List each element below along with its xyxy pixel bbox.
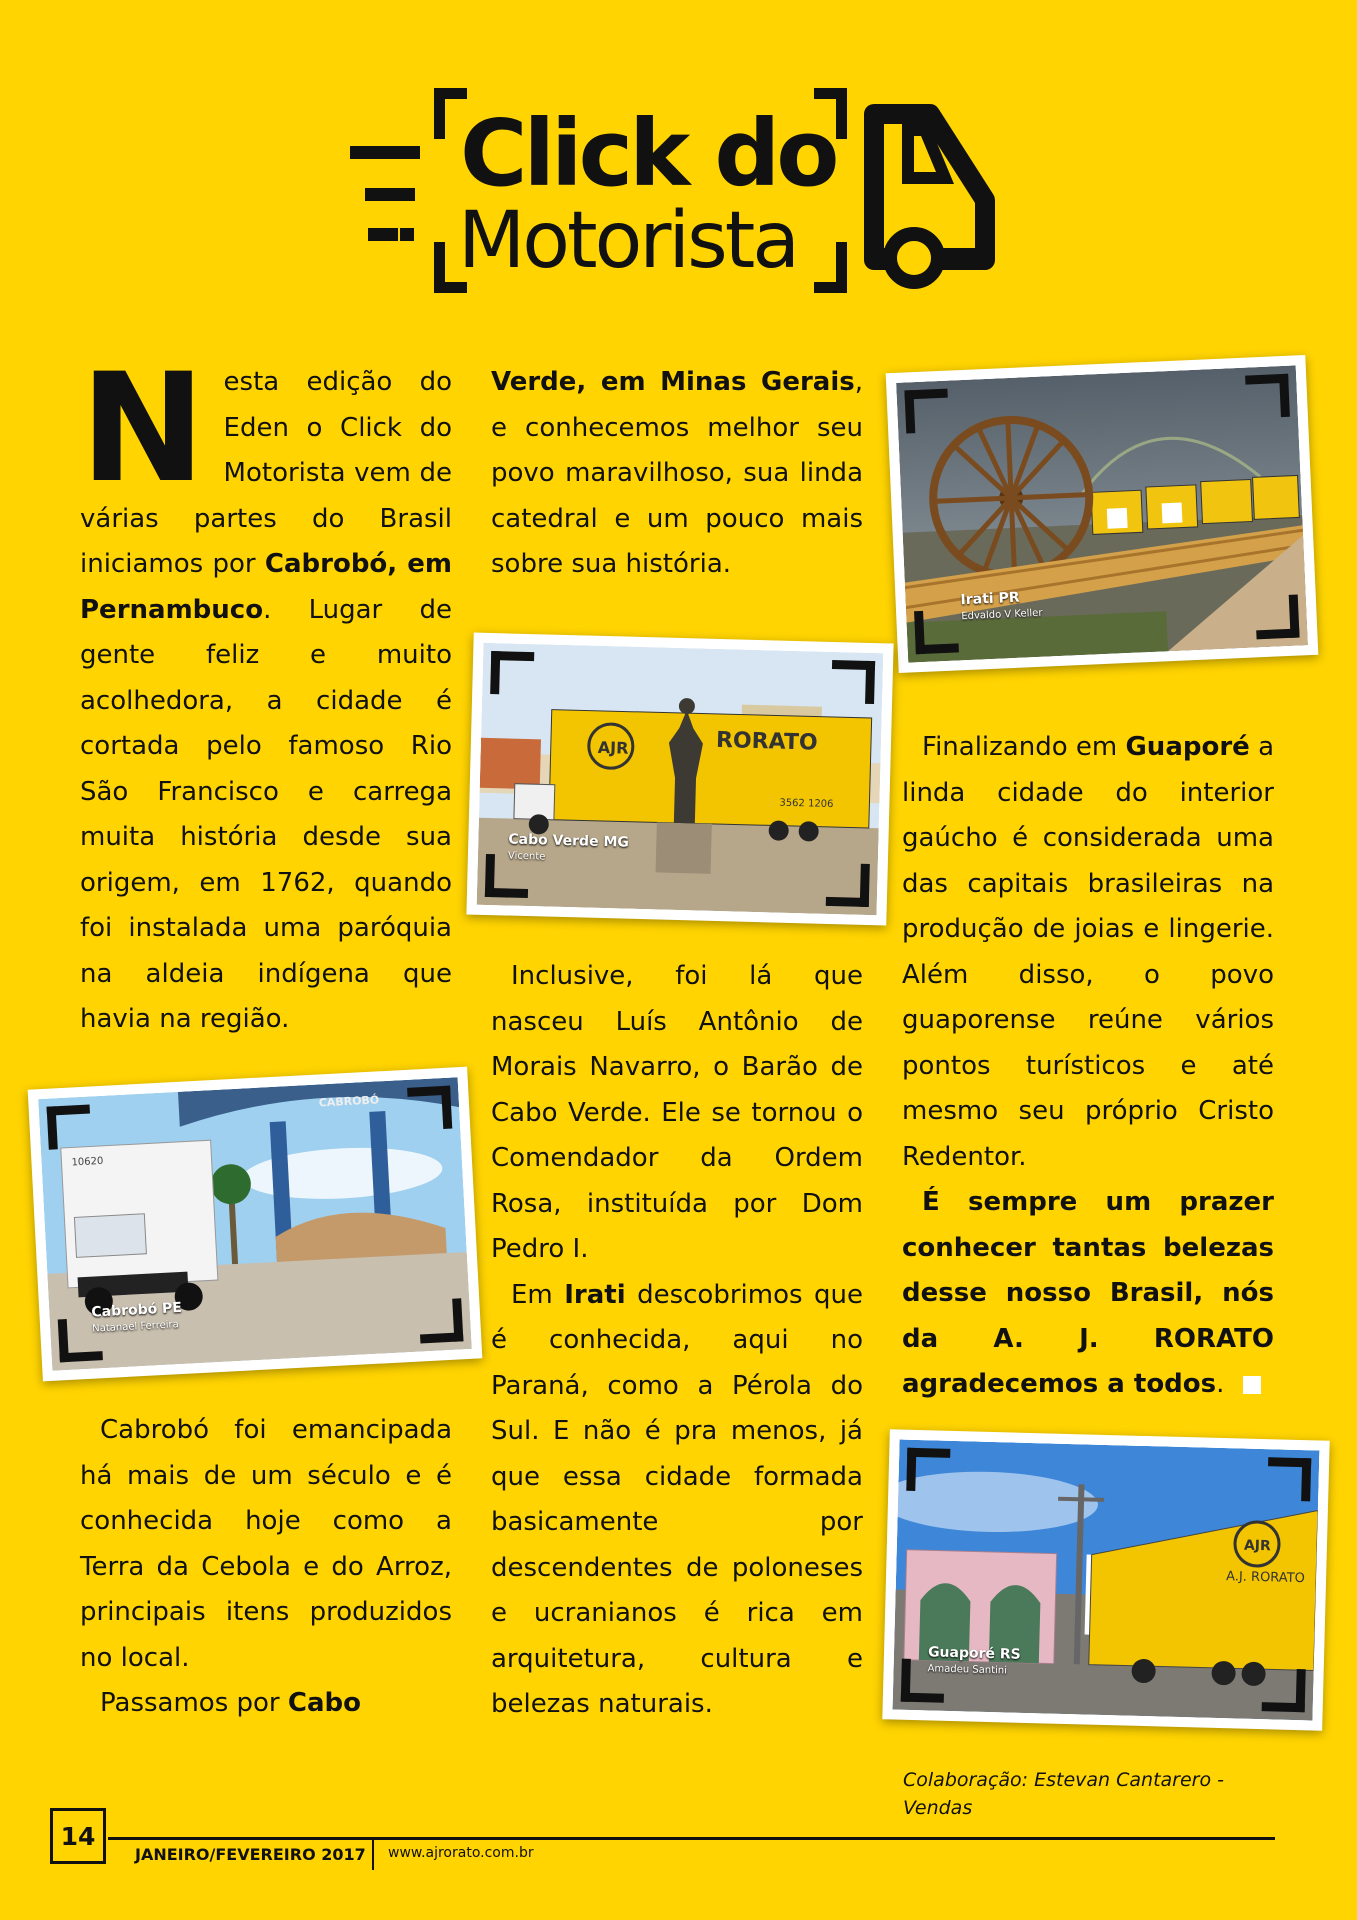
column-3 <box>902 725 1274 1408</box>
speed-line <box>368 228 398 241</box>
frame-corner <box>47 1104 92 1149</box>
frame-corner <box>906 1448 950 1492</box>
frame-corner <box>914 609 959 654</box>
frame-corner <box>490 651 534 695</box>
paragraph-barao: Inclusive, foi lá que nasceu Luís Antônio de Morais Navarro, o Barão de Cabo Verde. Ele se tornou o Comendador da Ordem Rosa, instituída por Dom Pedro I. <box>491 961 863 1264</box>
frame-corner <box>904 389 949 434</box>
passamos-text: Passamos por <box>100 1688 280 1718</box>
truck-number: 10620 <box>71 1155 104 1169</box>
paragraph-irati <box>491 1273 863 1728</box>
photo-guapore <box>882 1429 1329 1730</box>
footer-divider <box>108 1837 1275 1840</box>
frame-corner <box>418 1298 463 1343</box>
column-2-bottom <box>491 954 863 1728</box>
speed-line <box>365 188 415 201</box>
page-number: 14 <box>50 1808 106 1864</box>
logo-title-line1: Click do <box>460 100 836 207</box>
intro-rest: . Lugar de gente feliz e muito acolhedora, a cidade é cortada pelo famoso Rio São Francisco e carrega muita história desde sua origem, em 1762, quando foi instalada uma paróquia na aldeia indígena que havia na região. <box>80 594 452 1034</box>
frame-corner <box>407 1086 452 1131</box>
photo-caption-location: Guaporé RS <box>927 1644 1021 1663</box>
paragraph-cabo-verde <box>491 360 863 588</box>
truck-brand: RORATO <box>715 727 818 756</box>
photo-guapore-image <box>893 1440 1320 1721</box>
frame-corner <box>1255 595 1300 640</box>
footer-separator <box>372 1840 374 1870</box>
truck-logo: AJR <box>1243 1537 1271 1555</box>
frame-corner <box>1245 374 1290 419</box>
frame-corner <box>831 660 875 704</box>
truck-logo: AJR <box>597 737 629 758</box>
photo-caption-location: Irati PR <box>960 589 1020 609</box>
paragraph-passamos <box>80 1681 452 1727</box>
photo-cabrobo-image <box>38 1077 472 1371</box>
cabo-verde-scene <box>477 643 884 915</box>
issue-date: JANEIRO/FEVEREIRO 2017 <box>135 1845 366 1864</box>
truck-icon <box>860 100 1010 290</box>
photo-cabrobo <box>28 1067 483 1382</box>
photo-caption-location: Cabo Verde MG <box>508 831 630 851</box>
column-1 <box>80 342 452 1043</box>
highlight-cabo: Cabo <box>287 1688 361 1718</box>
paragraph-cabrobo: Cabrobó foi emancipada há mais de um século e é conhecida hoje como a Terra da Cebola e do Arroz, principais itens produzidos no local. <box>80 1415 452 1673</box>
frame-corner <box>826 863 870 907</box>
column-1-bottom <box>80 1408 452 1727</box>
highlight-cabo-verde: Verde, em Minas Gerais <box>491 367 855 397</box>
end-square-icon <box>1243 1376 1261 1394</box>
highlight-irati: Irati <box>564 1279 626 1310</box>
irati-rest: descobrimos que é conhecida, aqui no Paraná, como a Pérola do Sul. E não é pra menos, já que essa cidade formada basicamente por descendentes de poloneses e ucranianos é rica em arquitetura, cultura e belezas naturais. <box>491 1279 863 1719</box>
collaboration-credit: Colaboração: Estevan Cantarero - Vendas <box>903 1769 1224 1819</box>
photo-caption-author: Edvaldo V Keller <box>961 607 1043 623</box>
logo-title-line2: Motorista <box>458 196 798 286</box>
guapore-rest: a linda cidade do interior gaúcho é considerada uma das capitais brasileiras na produção de joias e lingerie. Além disso, o povo guaporense reúne vários pontos turísticos e até mesmo seu próprio Cristo Redentor. <box>902 732 1274 1172</box>
irati-lead: Em <box>511 1279 553 1310</box>
cabo-verde-rest: , e conhecemos melhor seu povo maravilhoso, sua linda catedral e um pouco mais sobre sua história. <box>491 367 863 579</box>
highlight-cabrobo: Cabrobó, em Pernambuco <box>80 549 452 625</box>
paragraph-intro <box>80 342 452 1043</box>
truck-phone: 3562 1206 <box>779 797 834 811</box>
header-logo <box>340 80 1020 310</box>
photo-irati-image <box>896 365 1308 662</box>
drop-cap: N <box>80 342 206 516</box>
website-link[interactable]: www.ajrorato.com.br <box>388 1845 534 1861</box>
highlight-guapore: Guaporé <box>1125 732 1250 762</box>
photo-irati <box>886 355 1319 673</box>
closing-text: É sempre um prazer conhecer tantas belezas desse nosso Brasil, nós da A. J. RORATO agradecemos a todos <box>902 1187 1274 1399</box>
truck-brand: A.J. RORATO <box>1225 1569 1306 1587</box>
speed-line <box>350 146 420 159</box>
photo-caption-location: Cabrobó PE <box>90 1299 183 1321</box>
sign-text: CABROBÓ <box>318 1093 380 1110</box>
photo-cabo-verde <box>466 633 893 926</box>
photo-caption-author: Natanael Ferreira <box>91 1319 180 1335</box>
column-2 <box>491 360 863 588</box>
bracket-bottom-right <box>814 242 847 293</box>
intro-text: esta edição do Eden o Click do Motorista vem de várias partes do Brasil iniciamos por <box>80 367 452 579</box>
paragraph-closing <box>902 1180 1274 1408</box>
frame-corner <box>1262 1668 1306 1712</box>
guapore-scene <box>893 1440 1320 1721</box>
photo-caption-author: Vicente <box>507 850 546 863</box>
closing-end: . <box>1216 1369 1225 1399</box>
speed-line <box>400 228 414 241</box>
paragraph-guapore <box>902 725 1274 1180</box>
photo-cabo-verde-image <box>477 643 884 915</box>
guapore-lead: Finalizando em <box>922 732 1118 762</box>
photo-caption-author: Amadeu Santini <box>927 1663 1008 1677</box>
frame-corner <box>1267 1457 1311 1501</box>
